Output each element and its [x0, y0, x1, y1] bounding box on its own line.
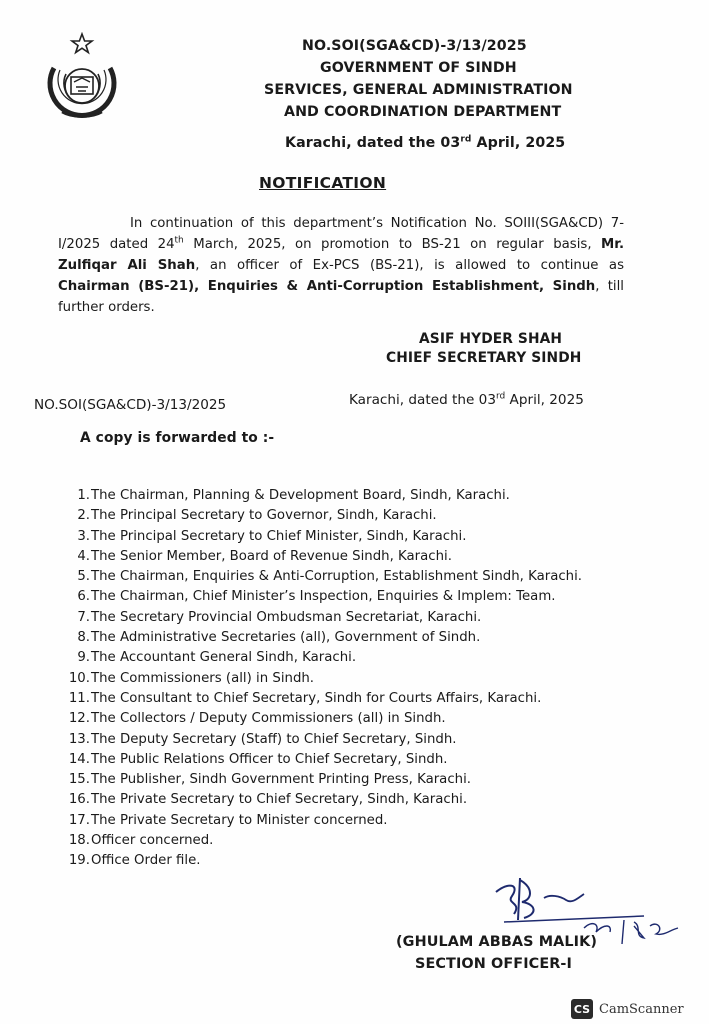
recipient-item	[60, 608, 582, 628]
recipient-number: 13.	[68, 731, 90, 747]
recipient-text: The Private Secretary to Chief Secretary, Sindh, Karachi.	[91, 792, 468, 808]
officer-name: Mr. Zulfiqar Ali Shah	[58, 237, 624, 273]
recipient-text: The Chairman, Enquiries & Anti-Corruption, Establishment Sindh, Karachi.	[91, 569, 583, 585]
recipient-list	[60, 486, 582, 872]
recipient-text: Officer concerned.	[91, 833, 214, 849]
signatory-designation: CHIEF SECRETARY SINDH	[386, 350, 582, 366]
copy-forwarded-heading: A copy is forwarded to :-	[80, 430, 275, 446]
recipient-text: The Chairman, Chief Minister’s Inspection, Enquiries & Implem: Team.	[91, 589, 556, 605]
recipient-item	[60, 669, 582, 689]
recipient-text: The Senior Member, Board of Revenue Sindh, Karachi.	[91, 548, 452, 564]
recipient-text: The Chairman, Planning & Development Board, Sindh, Karachi.	[91, 488, 510, 503]
header-department-line2: AND COORDINATION DEPARTMENT	[284, 104, 562, 120]
recipient-number: 16.	[68, 792, 90, 808]
recipient-text: The Secretary Provincial Ombudsman Secretariat, Karachi.	[91, 609, 482, 625]
signatory-name: ASIF HYDER SHAH	[419, 331, 563, 347]
recipient-number: 9.	[77, 650, 90, 666]
recipient-item	[60, 851, 582, 871]
camscanner-logo-icon: CS	[571, 999, 593, 1019]
recipient-item	[60, 628, 582, 648]
header-date: Karachi, dated the 03rd April, 2025	[285, 134, 566, 151]
recipient-text: The Accountant General Sindh, Karachi.	[91, 650, 357, 666]
recipient-number: 18.	[68, 833, 90, 849]
recipient-text: The Principal Secretary to Chief Minister, Sindh, Karachi.	[91, 528, 467, 544]
recipient-item	[60, 689, 582, 709]
recipient-text: The Commissioners (all) in Sindh.	[91, 670, 315, 686]
recipient-item	[60, 587, 582, 607]
recipient-item	[60, 527, 582, 547]
recipient-number: 8.	[77, 630, 90, 646]
recipient-text: The Administrative Secretaries (all), Government of Sindh.	[91, 630, 481, 646]
notification-title: NOTIFICATION	[259, 174, 387, 192]
recipient-number: 14.	[68, 751, 90, 767]
recipient-text: The Publisher, Sindh Government Printing Press, Karachi.	[91, 772, 471, 788]
recipient-number: 10.	[68, 670, 90, 686]
recipient-item	[60, 709, 582, 729]
header-department-line1: SERVICES, GENERAL ADMINISTRATION	[264, 82, 573, 98]
camscanner-label: CamScanner	[599, 1001, 684, 1017]
government-seal-emblem	[40, 32, 124, 124]
recipient-number: 3.	[77, 528, 90, 544]
recipient-number: 19.	[68, 853, 90, 869]
recipient-number: 4.	[77, 548, 90, 564]
recipient-number: 11.	[68, 690, 90, 706]
header-reference-number: NO.SOI(SGA&CD)-3/13/2025	[302, 38, 527, 54]
recipient-number: 15.	[68, 772, 90, 788]
recipient-text: The Consultant to Chief Secretary, Sindh for Courts Affairs, Karachi.	[91, 690, 542, 706]
recipient-text: The Private Secretary to Minister concerned.	[91, 812, 388, 828]
recipient-item	[60, 831, 582, 851]
recipient-item	[60, 567, 582, 587]
recipient-item	[60, 506, 582, 526]
section-officer-designation: SECTION OFFICER-I	[415, 956, 572, 972]
posting-title: Chairman (BS-21), Enquiries & Anti-Corruption Establishment, Sindh	[58, 279, 596, 294]
recipient-item	[60, 547, 582, 567]
copy-reference-number: NO.SOI(SGA&CD)-3/13/2025	[34, 397, 227, 413]
recipient-number: 12.	[68, 711, 90, 727]
recipient-text: Office Order file.	[91, 853, 201, 869]
notification-body: In continuation of this department’s Notification No. SOIII(SGA&CD) 7-I/2025 dated 24th March, 2025, on promotion to BS-21 on regular basis, Mr. Zulfiqar Ali Shah, an officer of Ex-PCS (BS-21), is allowed to continue as Chairman (BS-21), Enquiries & Anti-Corruption Establishment, Sindh, till further orders.	[58, 216, 625, 315]
recipient-item	[60, 750, 582, 770]
recipient-number: 1.	[77, 488, 90, 503]
recipient-item	[60, 770, 582, 790]
recipient-item	[60, 790, 582, 810]
copy-date: Karachi, dated the 03rd April, 2025	[349, 391, 584, 408]
recipient-number: 2.	[77, 508, 90, 524]
recipient-item	[60, 730, 582, 750]
recipient-number: 7.	[77, 609, 90, 625]
camscanner-watermark	[571, 999, 684, 1019]
recipient-item	[60, 811, 582, 831]
recipient-text: The Public Relations Officer to Chief Secretary, Sindh.	[91, 751, 448, 767]
section-officer-name: (GHULAM ABBAS MALIK)	[396, 934, 598, 950]
recipient-text: The Collectors / Deputy Commissioners (all) in Sindh.	[91, 711, 446, 727]
recipient-text: The Deputy Secretary (Staff) to Chief Secretary, Sindh.	[91, 731, 457, 747]
recipient-item	[60, 486, 582, 506]
recipient-number: 5.	[77, 569, 90, 585]
recipient-number: 6.	[77, 589, 90, 605]
header-government: GOVERNMENT OF SINDH	[320, 60, 517, 76]
recipient-item	[60, 648, 582, 668]
recipient-number: 17.	[68, 812, 90, 828]
recipient-text: The Principal Secretary to Governor, Sindh, Karachi.	[91, 508, 437, 524]
